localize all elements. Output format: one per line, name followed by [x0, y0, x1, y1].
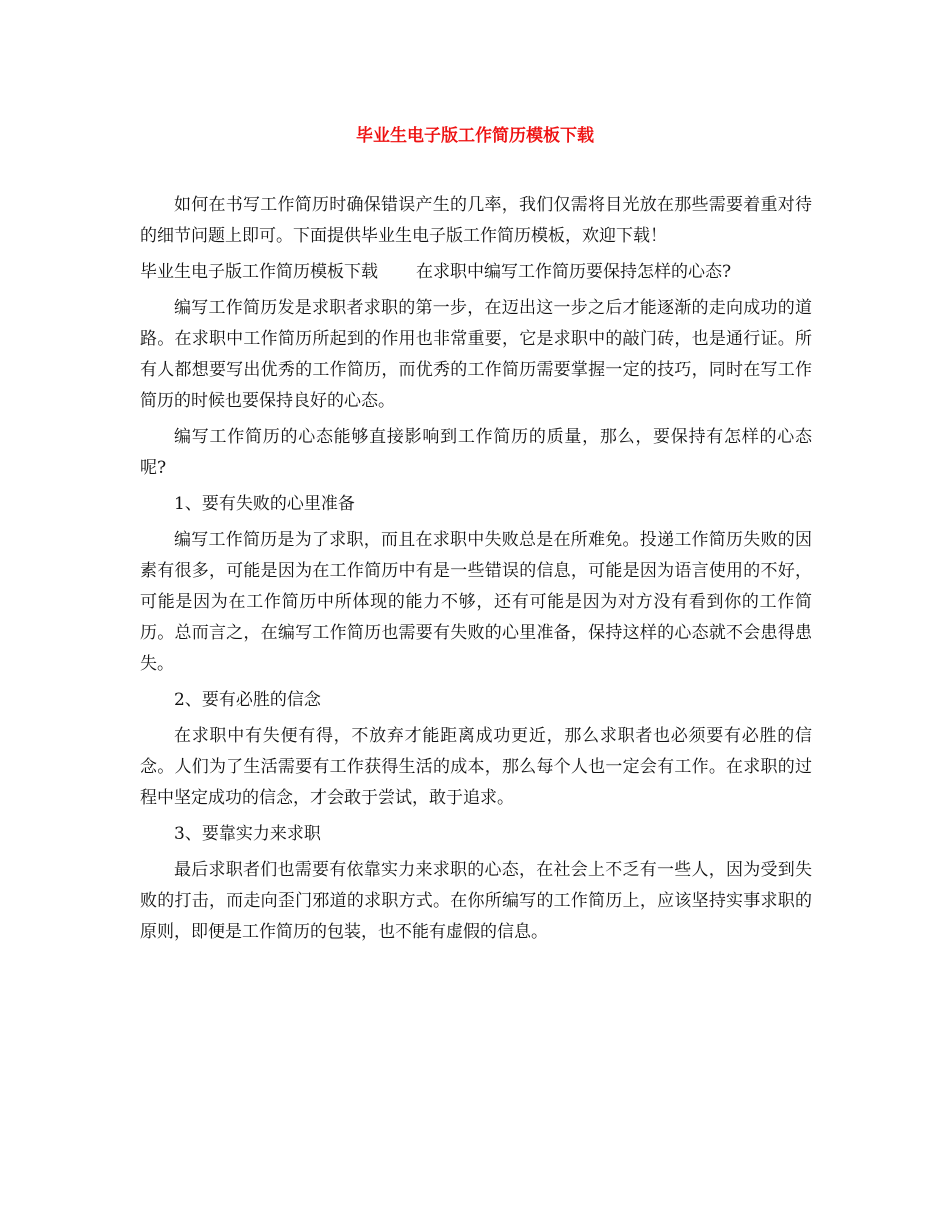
paragraph-4: 在求职中有失便有得，不放弃才能距离成功更近，那么求职者也必须要有必胜的信念。人们为了生活需要有工作获得生活的成本，那么每个人也一定会有工作。在求职的过程中坚定成功的信念，才会敢于尝试，敢于追求。 — [140, 726, 812, 808]
section-heading-2: 2、要有必胜的信念 — [174, 690, 321, 710]
section-heading-1: 1、要有失败的心里准备 — [174, 494, 355, 514]
document-title: 毕业生电子版工作简历模板下载 — [356, 126, 594, 146]
section-heading-3: 3、要靠实力来求职 — [174, 824, 321, 844]
subtitle-right: 在求职中编写工作简历要保持怎样的心态? — [416, 262, 732, 282]
subtitle-left: 毕业生电子版工作简历模板下载 — [140, 262, 378, 282]
intro-paragraph: 如何在书写工作简历时确保错误产生的几率，我们仅需将目光放在那些需要着重对待的细节问题上即可。下面提供毕业生电子版工作简历模板，欢迎下载！ — [140, 195, 812, 246]
paragraph-3: 编写工作简历是为了求职，而且在求职中失败总是在所难免。投递工作简历失败的因素有很多，可能是因为在工作简历中有是一些错误的信息，可能是因为语言使用的不好，可能是因为在工作简历中所体现的能力不够，还有可能是因为对方没有看到你的工作简历。总而言之，在编写工作简历也需要有失败的心里准备，保持这样的心态就不会患得患失。 — [140, 530, 812, 674]
paragraph-2: 编写工作简历的心态能够直接影响到工作简历的质量，那么，要保持有怎样的心态呢? — [140, 427, 812, 478]
paragraph-5: 最后求职者们也需要有依靠实力来求职的心态，在社会上不乏有一些人，因为受到失败的打击，而走向歪门邪道的求职方式。在你所编写的工作简历上，应该坚持实事求职的原则，即便是工作简历的包装，也不能有虚假的信息。 — [140, 860, 812, 942]
subtitle-line — [140, 257, 812, 288]
paragraph-1: 编写工作简历发是求职者求职的第一步，在迈出这一步之后才能逐渐的走向成功的道路。在求职中工作简历所起到的作用也非常重要，它是求职中的敲门砖，也是通行证。所有人都想要写出优秀的工作简历，而优秀的工作简历需要掌握一定的技巧，同时在写工作简历的时候也要保持良好的心态。 — [140, 298, 812, 411]
document-body — [140, 190, 812, 953]
